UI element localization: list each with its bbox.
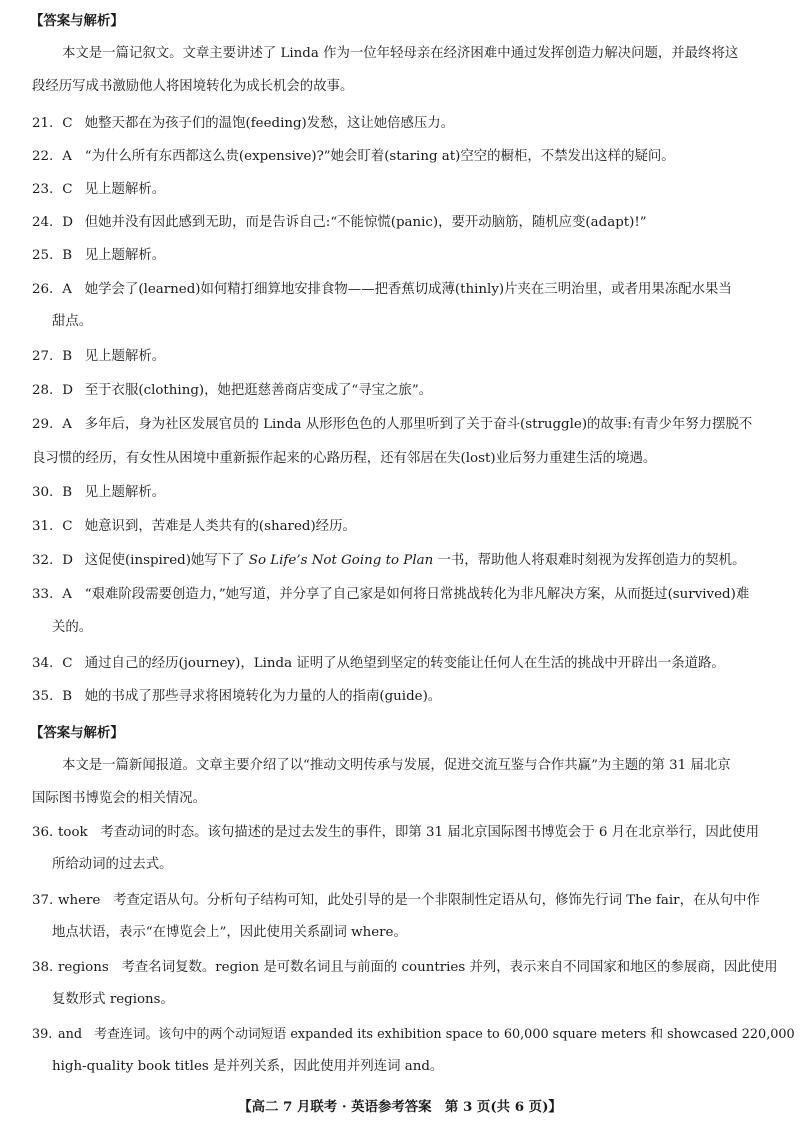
answer-item bbox=[32, 415, 752, 435]
answer-item bbox=[32, 483, 165, 503]
item-number: 26. bbox=[32, 282, 54, 297]
answer-item bbox=[32, 1025, 795, 1045]
page-footer: 【高二 7 月联考 · 英语参考答案 第 3 页(共 6 页)】 bbox=[238, 1099, 562, 1115]
item-explanation: 通过自己的经历(journey)，Linda 证明了从绝望到坚定的转变能让任何人在生活的挑战中开辟出一条道路。 bbox=[84, 656, 725, 671]
item-explanation: 见上题解析。 bbox=[84, 485, 166, 500]
item-explanation: “为什么所有东西都这么贵(expensive)?”她会盯着(staring at)空空的橱柜，不禁发出这样的疑问。 bbox=[84, 149, 675, 164]
item-number: 29. bbox=[32, 417, 54, 432]
answer-item bbox=[32, 551, 745, 571]
item-explanation: 考查动词的时态。该句描述的是过去发生的事件，即第 31 届北京国际图书博览会于 6 月在北京举行，因此使用 bbox=[100, 825, 759, 840]
intro-text: 国际图书博览会的相关情况。 bbox=[32, 791, 207, 806]
item-continuation: 复数形式 regions。 bbox=[52, 992, 174, 1007]
intro-text: 本文是一篇记叙文。文章主要讲述了 Linda 作为一位年轻母亲在经济困难中通过发挥创造力解决问题，并最终将这 bbox=[62, 46, 739, 61]
item-answer: C bbox=[62, 116, 73, 131]
answer-item bbox=[32, 517, 356, 537]
answer-item bbox=[32, 213, 647, 233]
item-number: 36. bbox=[32, 825, 54, 840]
answer-item bbox=[32, 246, 165, 266]
item-answer-word: regions bbox=[58, 960, 109, 975]
item-answer: C bbox=[62, 656, 73, 671]
answer-item bbox=[32, 114, 454, 134]
item-answer: C bbox=[62, 519, 73, 534]
item-number: 21. bbox=[32, 116, 54, 131]
item-answer: D bbox=[62, 383, 74, 398]
item-answer: D bbox=[62, 215, 74, 230]
item-explanation: 她意识到，苦难是人类共有的(shared)经历。 bbox=[84, 519, 356, 534]
item-continuation: 所给动词的过去式。 bbox=[52, 857, 173, 872]
answer-item bbox=[32, 654, 725, 674]
item-answer: A bbox=[62, 282, 72, 297]
item-answer: B bbox=[62, 689, 73, 704]
item-explanation: 见上题解析。 bbox=[84, 349, 166, 364]
item-explanation: 见上题解析。 bbox=[84, 182, 166, 197]
item-number: 25. bbox=[32, 248, 54, 263]
item-number: 39. bbox=[32, 1027, 53, 1042]
item-continuation: high-quality book titles 是并列关系，因此使用并列连词 and。 bbox=[52, 1059, 444, 1074]
section-header: 【答案与解析】 bbox=[30, 13, 124, 29]
item-answer: C bbox=[62, 182, 73, 197]
item-answer-word: and bbox=[58, 1027, 83, 1042]
book-title: So Life’s Not Going to Plan bbox=[248, 553, 434, 568]
section-header: 【答案与解析】 bbox=[30, 725, 124, 741]
item-explanation: 考查名词复数。region 是可数名词且与前面的 countries 并列，表示来自不同国家和地区的参展商，因此使用 bbox=[121, 960, 778, 975]
item-explanation: 至于衣服(clothing)，她把逛慈善商店变成了“寻宝之旅”。 bbox=[84, 383, 433, 398]
item-explanation: “艰难阶段需要创造力，”她写道，并分享了自己家是如何将日常挑战转化为非凡解决方案，从而挺过(survived)难 bbox=[84, 587, 750, 602]
item-answer: B bbox=[62, 349, 73, 364]
item-answer: D bbox=[62, 553, 74, 568]
answer-item bbox=[32, 180, 165, 200]
answer-item bbox=[32, 687, 441, 707]
item-continuation: 良习惯的经历，有女性从困境中重新振作起来的心路历程，还有邻居在失(lost)业后努力重建生活的境遇。 bbox=[32, 451, 657, 466]
item-explanation: 她的书成了那些寻求将困境转化为力量的人的指南(guide)。 bbox=[84, 689, 442, 704]
item-number: 34. bbox=[32, 656, 54, 671]
answer-item bbox=[32, 147, 675, 167]
item-explanation: 她整天都在为孩子们的温饱(feeding)发愁，这让她倍感压力。 bbox=[84, 116, 455, 131]
item-explanation: 考查连词。该句中的两个动词短语 expanded its exhibition space to 60,000 square meters 和 showcased 220,000 bbox=[94, 1027, 795, 1042]
answer-item bbox=[32, 823, 759, 843]
item-number: 24. bbox=[32, 215, 54, 230]
item-answer: A bbox=[62, 149, 72, 164]
item-number: 38. bbox=[32, 960, 54, 975]
item-number: 31. bbox=[32, 519, 54, 534]
item-answer-word: where bbox=[58, 893, 101, 908]
item-explanation: 这促使(inspired)她写下了 bbox=[84, 553, 249, 568]
answer-item bbox=[32, 891, 760, 911]
answer-item bbox=[32, 381, 432, 401]
item-number: 37. bbox=[32, 893, 54, 908]
item-answer: B bbox=[62, 485, 73, 500]
item-number: 33. bbox=[32, 587, 54, 602]
intro-text: 本文是一篇新闻报道。文章主要介绍了以“推动文明传承与发展，促进交流互鉴与合作共赢”为主题的第 31 届北京 bbox=[62, 758, 731, 773]
item-number: 28. bbox=[32, 383, 54, 398]
item-answer-word: took bbox=[58, 825, 88, 840]
item-explanation: 她学会了(learned)如何精打细算地安排食物——把香蕉切成薄(thinly)片夹在三明治里，或者用果冻配水果当 bbox=[84, 282, 732, 297]
item-number: 30. bbox=[32, 485, 54, 500]
item-explanation: 见上题解析。 bbox=[84, 248, 166, 263]
item-number: 32. bbox=[32, 553, 54, 568]
item-answer: B bbox=[62, 248, 73, 263]
item-continuation: 关的。 bbox=[52, 620, 93, 635]
answer-item bbox=[32, 958, 777, 978]
item-answer: A bbox=[62, 417, 72, 432]
item-continuation: 甜点。 bbox=[52, 314, 93, 329]
item-number: 22. bbox=[32, 149, 54, 164]
item-number: 35. bbox=[32, 689, 54, 704]
answer-item bbox=[32, 585, 749, 605]
item-continuation: 地点状语，表示“在博览会上”，因此使用关系副词 where。 bbox=[52, 925, 407, 940]
item-explanation: 但她并没有因此感到无助，而是告诉自己:“不能惊慌(panic)，要开动脑筋，随机应变(adapt)!” bbox=[84, 215, 647, 230]
answer-item bbox=[32, 280, 732, 300]
item-explanation: 多年后，身为社区发展官员的 Linda 从形形色色的人那里听到了关于奋斗(struggle)的故事:有青少年努力摆脱不 bbox=[84, 417, 753, 432]
item-answer: A bbox=[62, 587, 72, 602]
intro-text: 段经历写成书激励他人将困境转化为成长机会的故事。 bbox=[32, 79, 354, 94]
item-explanation: 考查定语从句。分析句子结构可知，此处引导的是一个非限制性定语从句，修饰先行词 The fair，在从句中作 bbox=[113, 893, 760, 908]
item-number: 27. bbox=[32, 349, 54, 364]
item-number: 23. bbox=[32, 182, 54, 197]
item-explanation: 一书，帮助他人将艰难时刻视为发挥创造力的契机。 bbox=[433, 553, 746, 568]
answer-item bbox=[32, 347, 165, 367]
